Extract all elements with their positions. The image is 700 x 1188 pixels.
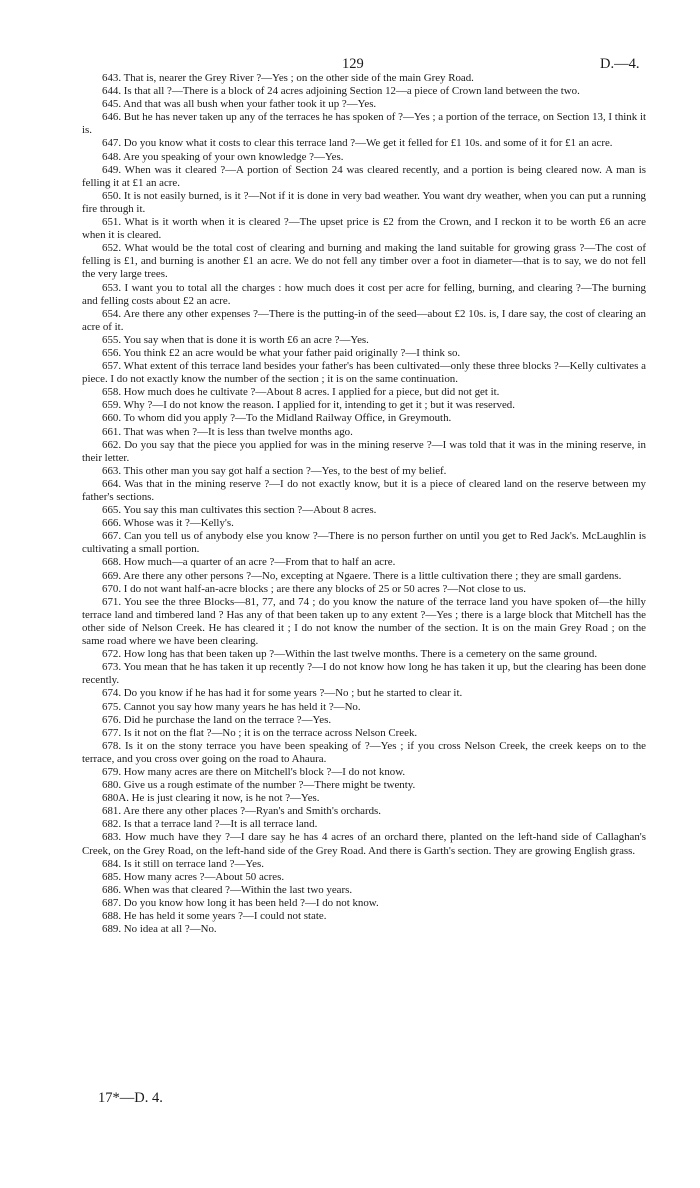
testimony-paragraph: 689. No idea at all ?—No.: [102, 923, 217, 936]
testimony-paragraph: 687. Do you know how long it has been held ?—I do not know.: [102, 896, 379, 909]
testimony-paragraph: 677. Is it not on the flat ?—No ; it is on the terrace across Nelson Creek.: [102, 726, 418, 739]
testimony-paragraph: 688. He has held it some years ?—I could not state.: [102, 910, 327, 922]
testimony-paragraph: 684. Is it still on terrace land ?—Yes.: [102, 857, 264, 870]
testimony-paragraph: 669. Are there any other persons ?—No, excepting at Ngaere. There is a little cultivation there ; they are small gardens.: [102, 569, 622, 582]
testimony-body: [82, 72, 646, 936]
testimony-paragraph: 654. Are there any other expenses ?—There is the putting-in of the seed—about £2 10s. is, I dare say, the cost of clearing an acre of it.: [82, 307, 646, 333]
testimony-paragraph: 643. That is, nearer the Grey River ?—Yes ; on the other side of the main Grey Road.: [102, 72, 474, 84]
testimony-paragraph: 660. To whom did you apply ?—To the Midland Railway Office, in Greymouth.: [102, 412, 452, 425]
testimony-paragraph: 672. How long has that been taken up ?—Within the last twelve months. There is a cemetery on the same ground.: [102, 648, 598, 661]
testimony-paragraph: 668. How much—a quarter of an acre ?—From that to half an acre.: [102, 556, 396, 569]
testimony-paragraph: 679. How many acres are there on Mitchell's block ?—I do not know.: [102, 765, 406, 778]
page-number: 129: [342, 56, 364, 72]
testimony-paragraph: 682. Is that a terrace land ?—It is all terrace land.: [102, 818, 318, 831]
testimony-paragraph: 674. Do you know if he has had it for some years ?—No ; but he started to clear it.: [102, 687, 463, 700]
testimony-paragraph: 673. You mean that he has taken it up recently ?—I do not know how long he has taken it up, but the clearing has been done recently.: [82, 661, 646, 687]
testimony-paragraph: 651. What is it worth when it is cleared ?—The upset price is £2 from the Crown, and I reckon it to be worth £6 an acre when it is cleared.: [82, 216, 646, 242]
testimony-paragraph: 676. Did he purchase the land on the terrace ?—Yes.: [102, 713, 332, 726]
testimony-paragraph: 647. Do you know what it costs to clear this terrace land ?—We get it felled for £1 10s. and some of it for £1 an acre.: [102, 137, 613, 150]
testimony-paragraph: 645. And that was all bush when your father took it up ?—Yes.: [102, 98, 377, 111]
testimony-paragraph: 653. I want you to total all the charges : how much does it cost per acre for felling, burning, and clearing ?—The burning and felling costs about £2 an acre.: [82, 281, 646, 307]
testimony-paragraph: 663. This other man you say got half a section ?—Yes, to the best of my belief.: [102, 464, 447, 477]
testimony-paragraph: 681. Are there any other places ?—Ryan's and Smith's orchards.: [102, 805, 382, 818]
testimony-paragraph: 649. When was it cleared ?—A portion of Section 24 was cleared recently, and a portion is being cleared now. A man is felling it at £1 an acre.: [82, 163, 646, 189]
testimony-paragraph: 650. It is not easily burned, is it ?—Not if it is done in very bad weather. You want dry weather, when you can put a running fire through it.: [82, 189, 646, 215]
testimony-paragraph: 655. You say when that is done it is worth £6 an acre ?—Yes.: [102, 333, 369, 346]
testimony-paragraph: 644. Is that all ?—There is a block of 24 acres adjoining Section 12—a piece of Crown land between the two.: [102, 85, 580, 98]
testimony-paragraph: 675. Cannot you say how many years he has held it ?—No.: [102, 700, 361, 713]
signature-mark: 17*—D. 4.: [98, 1090, 163, 1106]
testimony-paragraph: 670. I do not want half-an-acre blocks ; are there any blocks of 25 or 50 acres ?—Not close to us.: [102, 582, 526, 595]
testimony-paragraph: 661. That was when ?—It is less than twelve months ago.: [102, 425, 353, 438]
testimony-paragraph: 652. What would be the total cost of clearing and burning and making the land suitable for growing grass ?—The cost of felling is £1, and burning is another £1 an acre. We do not fell any timber over a foot in diameter—that is to say, we do not fell the very large trees.: [82, 242, 646, 281]
testimony-paragraph: 658. How much does he cultivate ?—About 8 acres. I applied for a piece, but did not get it.: [102, 386, 500, 399]
testimony-paragraph: 678. Is it on the stony terrace you have been speaking of ?—Yes ; if you cross Nelson Creek, the creek keeps on to the terrace, and you cross over going on the road to Ahaura.: [82, 739, 646, 765]
testimony-paragraph: 683. How much have they ?—I dare say he has 4 acres of an orchard there, planted on the left-hand side of Callaghan's Creek, on the Grey Road, on the left-hand side of the Grey Road. And there is Garth's section. They are growing English grass.: [82, 831, 646, 857]
testimony-paragraph: 646. But he has never taken up any of the terraces he has spoken of ?—Yes ; a portion of the terrace, on Section 13, I think it is.: [82, 111, 646, 137]
testimony-paragraph: 680. Give us a rough estimate of the number ?—There might be twenty.: [102, 779, 416, 792]
testimony-paragraph: 666. Whose was it ?—Kelly's.: [102, 517, 234, 530]
testimony-paragraph: 659. Why ?—I do not know the reason. I applied for it, intending to get it ; but it was reserved.: [102, 399, 515, 412]
testimony-paragraph: 667. Can you tell us of anybody else you know ?—There is no person further on until you get to Red Jack's. McLaughlin is cultivating a small portion.: [82, 530, 646, 556]
testimony-paragraph: 656. You think £2 an acre would be what your father paid originally ?—I think so.: [102, 346, 461, 359]
testimony-paragraph: 657. What extent of this terrace land besides your father's has been cultivated—only these three blocks ?—Kelly cultivates a piece. I do not exactly know the number of the section ; it is on the same continuation.: [82, 360, 646, 386]
series-reference: D.—4.: [600, 56, 640, 72]
testimony-paragraph: 664. Was that in the mining reserve ?—I do not exactly know, but it is a piece of cleared land on the reserve between my father's sections.: [82, 477, 646, 503]
testimony-paragraph: 648. Are you speaking of your own knowledge ?—Yes.: [102, 150, 344, 163]
testimony-paragraph: 671. You see the three Blocks—81, 77, and 74 ; do you know the nature of the terrace land you have spoken of—the hilly terrace land and timbered land ? Has any of that been taken up to any extent ?—Yes ; there is a large block that Mitchell has the other side of Nelson Creek. He has cleared it ; I do not know the number of the section. It is on the main Grey Road ; on the same road where we have been clearing.: [82, 595, 646, 648]
testimony-paragraph: 665. You say this man cultivates this section ?—About 8 acres.: [102, 504, 377, 517]
testimony-paragraph: 680A. He is just clearing it now, is he not ?—Yes.: [102, 792, 320, 805]
testimony-paragraph: 685. How many acres ?—About 50 acres.: [102, 870, 285, 883]
testimony-paragraph: 686. When was that cleared ?—Within the last two years.: [102, 883, 353, 896]
testimony-paragraph: 662. Do you say that the piece you applied for was in the mining reserve ?—I was told that it was in the mining reserve, in their letter.: [82, 438, 646, 464]
